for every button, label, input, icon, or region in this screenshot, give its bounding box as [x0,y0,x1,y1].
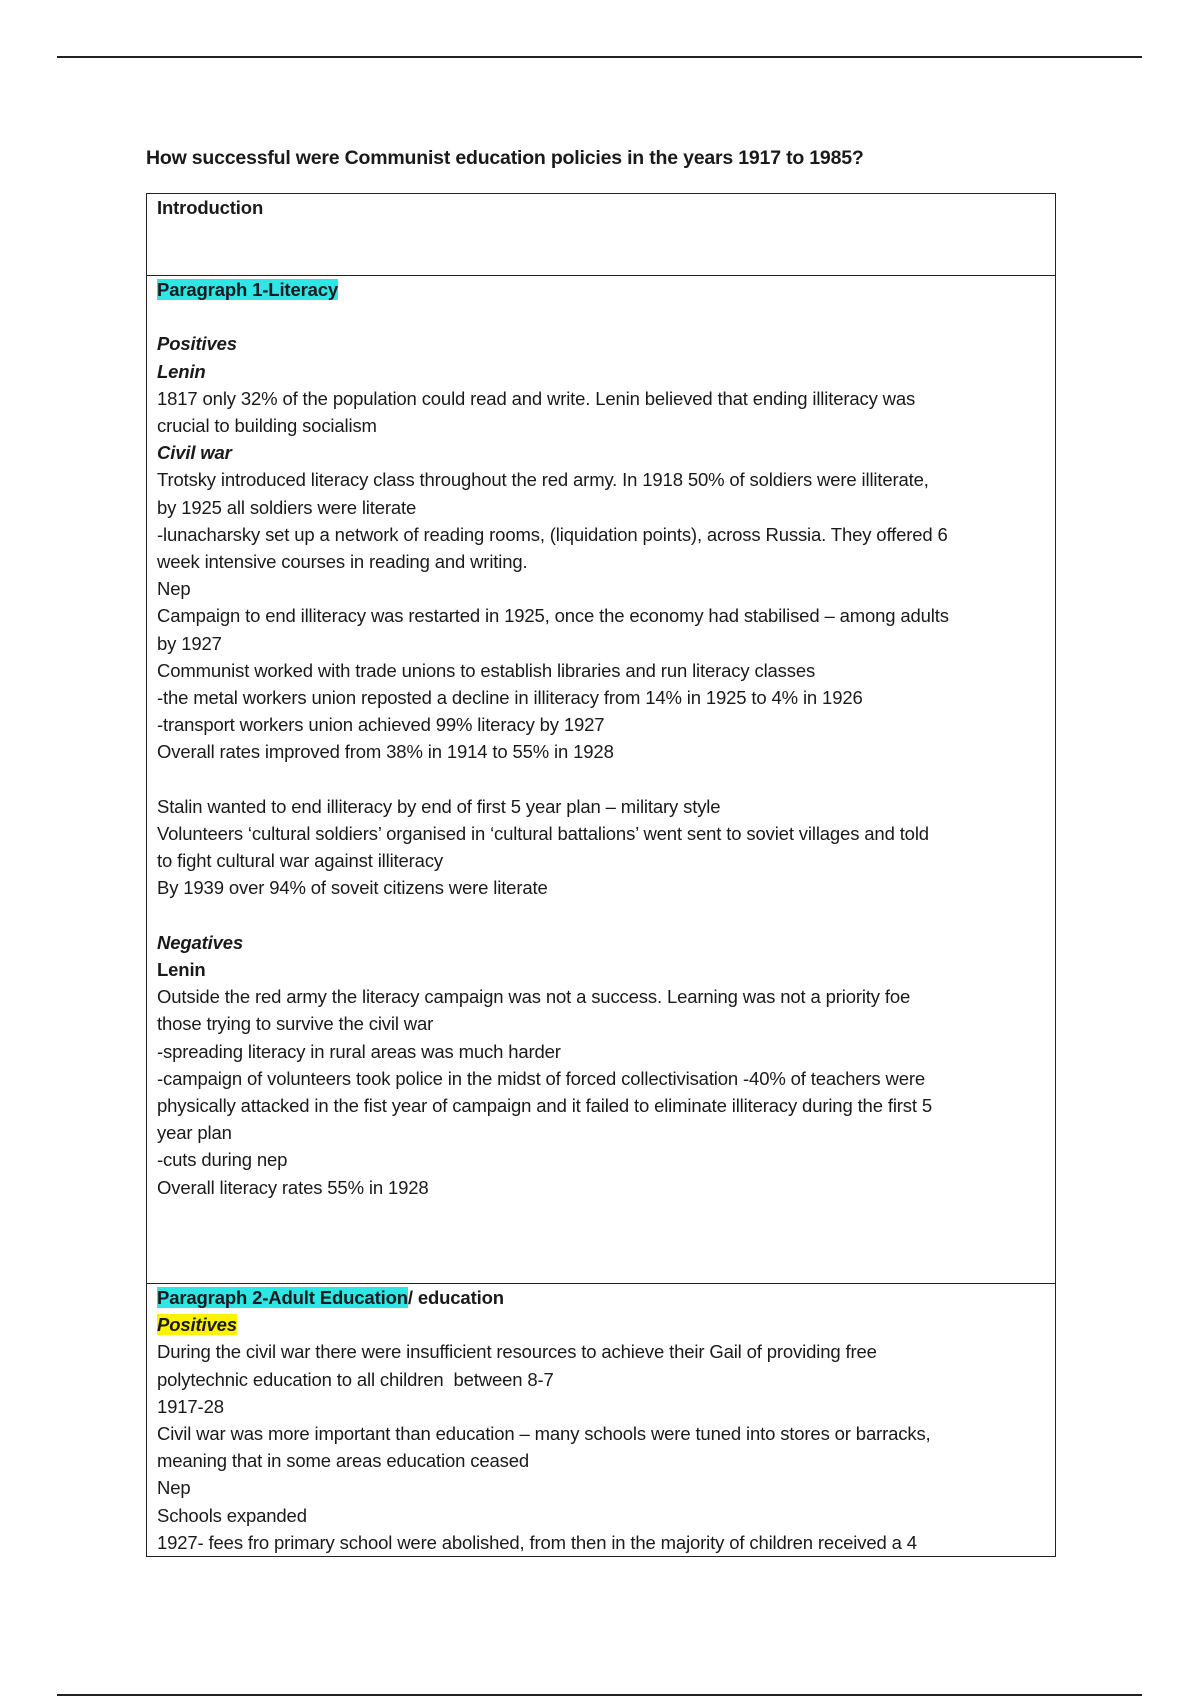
text-line: by 1925 all soldiers were literate [157,496,417,518]
text-line: -transport workers union achieved 99% literacy by 1927 [157,714,605,736]
positives-label: Positives [157,333,237,355]
text-line: Nep [157,1477,191,1499]
text-line: Overall literacy rates 55% in 1928 [157,1176,429,1198]
text-line: During the civil war there were insufficient resources to achieve their Gail of providing free [157,1341,877,1363]
text-line: -spreading literacy in rural areas was much harder [157,1040,561,1062]
introduction-heading: Introduction [157,197,264,218]
footer-rule [57,1694,1142,1696]
text-line: Overall rates improved from 38% in 1914 to 55% in 1928 [157,741,614,763]
lenin-label: Lenin [157,360,206,382]
negatives-label: Negatives [157,931,244,953]
text-line: by 1927 [157,632,222,654]
text-line: Trotsky introduced literacy class throughout the red army. In 1918 50% of soldiers were illiterate, [157,469,929,491]
text-line: Communist worked with trade unions to establish libraries and run literacy classes [157,659,816,681]
text-line: Volunteers ‘cultural soldiers’ organised in ‘cultural battalions’ went sent to soviet villages and told [157,823,929,845]
header-rule [57,56,1142,58]
text-line: -campaign of volunteers took police in the midst of forced collectivisation -40% of teachers were [157,1067,925,1089]
paragraph2-cell [147,1284,1055,1556]
introduction-cell [147,194,1055,276]
text-line: Schools expanded [157,1504,307,1526]
text-line: Nep [157,578,191,600]
civil-war-label: Civil war [157,442,232,464]
text-line: -the metal workers union reposted a decline in illiteracy from 14% in 1925 to 4% in 1926 [157,687,863,709]
text-line: -cuts during nep [157,1149,288,1171]
text-line: to fight cultural war against illiteracy [157,850,444,872]
text-line: crucial to building socialism [157,415,377,436]
paragraph2-positives-label: Positives [157,1314,237,1336]
essay-plan-table [146,193,1056,1557]
text-line: year plan [157,1122,232,1144]
text-line: Stalin wanted to end illiteracy by end of first 5 year plan – military style [157,795,721,817]
text-line: 1917-28 [157,1395,224,1417]
text-line: -lunacharsky set up a network of reading rooms, (liquidation points), across Russia. They offered 6 [157,523,948,545]
text-line: week intensive courses in reading and writing. [157,551,528,573]
text-line: Outside the red army the literacy campaign was not a success. Learning was not a priority foe [157,986,911,1008]
text-line: 1927- fees fro primary school were abolished, from then in the majority of children received a 4 [157,1531,917,1553]
text-line: meaning that in some areas education ceased [157,1450,530,1472]
negatives-lenin-label: Lenin [157,959,206,981]
text-line: those trying to survive the civil war [157,1013,434,1035]
text-line: 1817 only 32% of the population could read and write. Lenin believed that ending illiteracy was [157,387,916,409]
text-line: physically attacked in the fist year of campaign and it failed to eliminate illiteracy during the first 5 [157,1095,933,1117]
text-line: Civil war was more important than education – many schools were tuned into stores or barracks, [157,1423,931,1445]
essay-question-title: How successful were Communist education policies in the years 1917 to 1985? [146,147,864,169]
text-line: Campaign to end illiteracy was restarted in 1925, once the economy had stabilised – among adults [157,605,949,627]
paragraph2-heading: Paragraph 2-Adult Education [157,1287,408,1308]
paragraph1-cell [147,276,1055,1284]
text-line: By 1939 over 94% of soveit citizens were literate [157,877,548,899]
text-line: polytechnic education to all children between 8-7 [157,1368,554,1390]
paragraph2-heading-suffix: / education [407,1287,504,1308]
paragraph1-heading: Paragraph 1-Literacy [157,279,339,300]
